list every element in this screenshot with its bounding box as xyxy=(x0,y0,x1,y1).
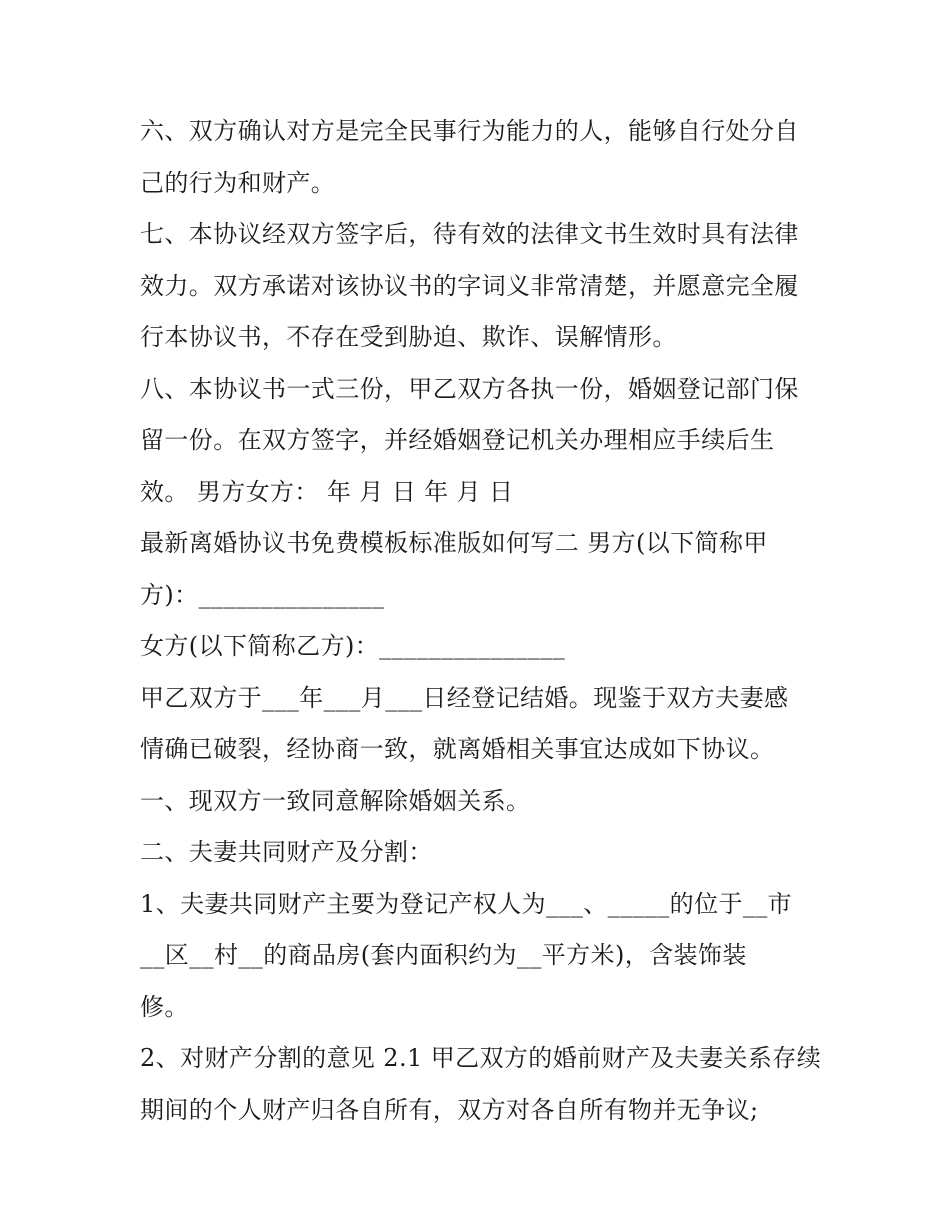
text-line: 留一份。在双方签字，并经婚姻登记机关办理相应手续后生 xyxy=(140,426,775,454)
text-line: 七、本协议经双方签字后，待有效的法律文书生效时具有法律 xyxy=(140,220,799,248)
text-line: 修。 xyxy=(140,992,189,1021)
text-line: 行本协议书，不存在受到胁迫、欺诈、误解情形。 xyxy=(140,323,677,351)
text-line: 情确已破裂，经协商一致，就离婚相关事宜达成如下协议。 xyxy=(140,735,775,763)
text-line: 最新离婚协议书免费模板标准版如何写二 男方(以下简称甲 xyxy=(140,529,768,557)
text-line: 效。 男方女方： 年 月 日 年 月 日 xyxy=(140,477,514,506)
text-line: 效力。双方承诺对该协议书的字词义非常清楚，并愿意完全履 xyxy=(140,271,799,300)
text-line: 二、夫妻共同财产及分割： xyxy=(140,838,433,866)
text-line: 一、现双方一致同意解除婚姻关系。 xyxy=(140,786,531,815)
text-line: 女方(以下简称乙方)：_______________ xyxy=(140,632,566,660)
text-line: __区__村__的商品房(套内面积约为__平方米)，含装饰装 xyxy=(140,941,747,969)
text-line: 2、对财产分割的意见 2.1 甲乙双方的婚前财产及夫妻关系存续 xyxy=(140,1044,822,1072)
text-line: 六、双方确认对方是完全民事行为能力的人，能够自行处分自 xyxy=(140,117,799,145)
text-line: 1、夫妻共同财产主要为登记产权人为___、_____的位于__市 xyxy=(140,889,793,918)
text-line: 己的行为和财产。 xyxy=(140,168,336,197)
text-line: 方)：_______________ xyxy=(140,580,385,609)
document-body xyxy=(140,106,830,1136)
text-line: 八、本协议书一式三份，甲乙双方各执一份，婚姻登记部门保 xyxy=(140,374,799,403)
text-line: 甲乙双方于___年___月___日经登记结婚。现鉴于双方夫妻感 xyxy=(140,683,789,712)
text-line: 期间的个人财产归各自所有，双方对各自所有物并无争议; xyxy=(140,1095,759,1124)
